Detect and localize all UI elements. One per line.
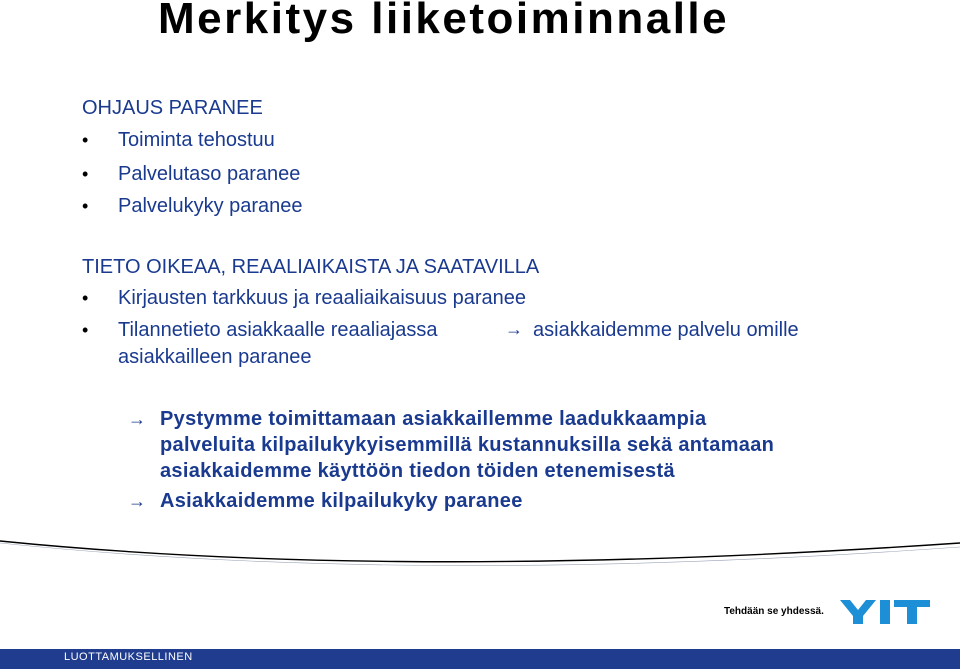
bullet-item: Kirjausten tarkkuus ja reaaliaikaisuus paranee xyxy=(118,287,527,309)
arrow-point-line: asiakkaidemme käyttöön tiedon töiden etenemisestä xyxy=(160,460,675,482)
arrow-point-line: Pystymme toimittamaan asiakkaillemme laadukkaampia xyxy=(160,408,707,430)
yit-logo xyxy=(838,594,932,628)
bullet-item-part1: Tilannetieto asiakkaalle reaaliajassa xyxy=(118,319,438,341)
slide-title: Merkitys liiketoiminnalle xyxy=(158,0,730,43)
section-heading-ohjaus: OHJAUS PARANEE xyxy=(82,97,263,119)
bullet-icon: • xyxy=(82,130,89,150)
arrow-right-icon: → xyxy=(128,409,146,429)
arrow-point-line: palveluita kilpailukykyisemmillä kustannuksilla sekä antamaan xyxy=(160,434,775,456)
arrow-point-line: Asiakkaidemme kilpailukyky paranee xyxy=(160,490,523,512)
arrow-right-icon: → xyxy=(128,491,146,511)
section-heading-tieto: TIETO OIKEAA, REAALIAIKAISTA JA SAATAVILLA xyxy=(82,256,540,278)
bullet-item: Palvelukyky paranee xyxy=(118,195,303,217)
bullet-item-continuation: asiakkailleen paranee xyxy=(118,346,312,368)
bullet-item-part2: asiakkaidemme palvelu omille xyxy=(533,319,799,341)
bullet-item: Toiminta tehostuu xyxy=(118,129,275,151)
bullet-icon: • xyxy=(82,288,89,308)
bullet-item: Palvelutaso paranee xyxy=(118,163,301,185)
footer-slogan: Tehdään se yhdessä. xyxy=(724,606,824,617)
arrow-right-icon: → xyxy=(505,319,523,339)
confidential-label: LUOTTAMUKSELLINEN xyxy=(64,651,193,663)
bullet-icon: • xyxy=(82,196,89,216)
bullet-icon: • xyxy=(82,164,89,184)
bullet-icon: • xyxy=(82,320,89,340)
decorative-swoosh xyxy=(0,525,960,585)
